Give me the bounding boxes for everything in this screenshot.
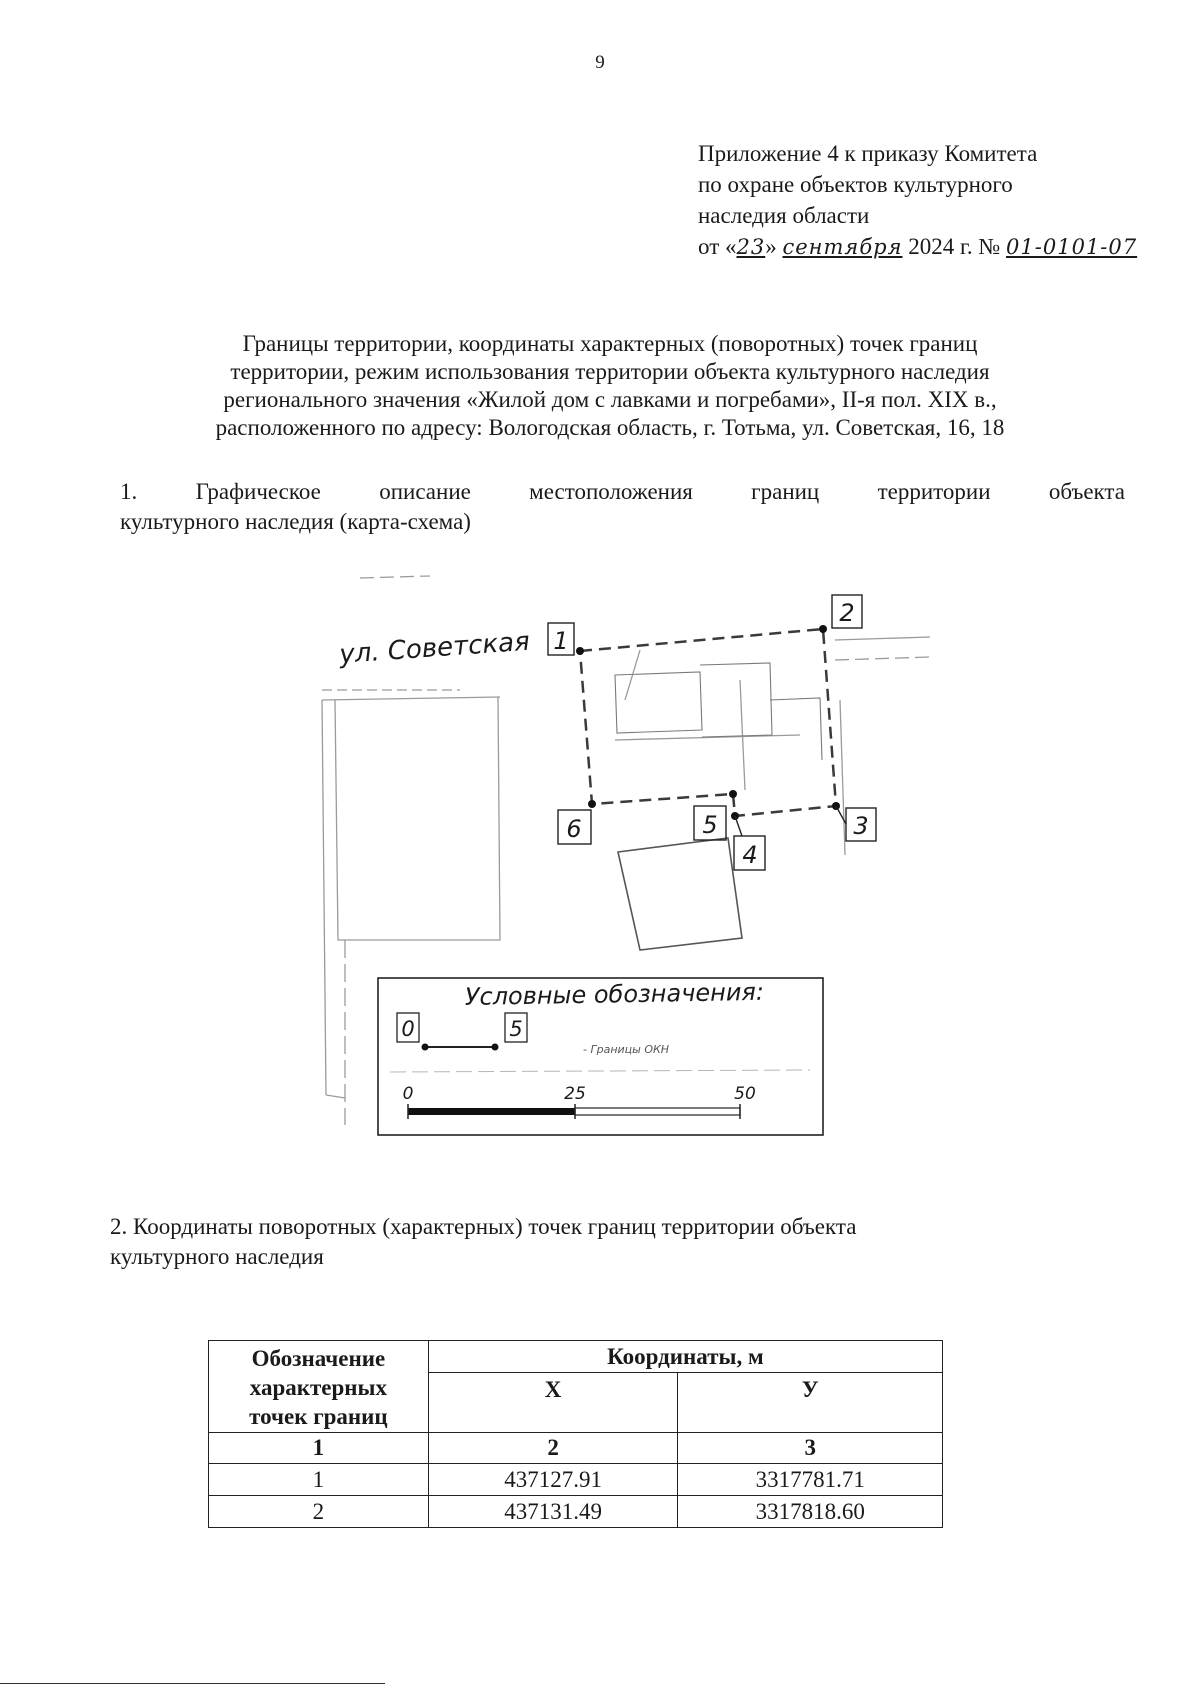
header-col1-line: точек границ xyxy=(249,1404,388,1429)
scale-bar-white xyxy=(575,1108,740,1115)
title-line-3: регионального значения «Жилой дом с лавками и погребами», II-я пол. XIX в., xyxy=(223,387,997,412)
section-2-line-1: 2. Координаты поворотных (характерных) точек границ территории объекта xyxy=(110,1214,857,1239)
section-1-word: объекта xyxy=(1048,479,1125,504)
date-year: 2024 г. № xyxy=(902,234,1007,259)
point-leader xyxy=(836,806,846,824)
scale-label: 0 xyxy=(402,1084,414,1104)
street-label: ул. Советская xyxy=(338,626,531,670)
header-col1-line: характерных xyxy=(249,1375,388,1400)
point-label: 2 xyxy=(839,599,855,627)
header-coordinates: Координаты, м xyxy=(428,1341,942,1373)
title-line-4: расположенного по адресу: Вологодская область, г. Тотьма, ул. Советская, 16, 18 xyxy=(215,415,1005,440)
monument-boundary xyxy=(580,629,836,816)
legend-sample-point xyxy=(422,1044,429,1051)
section-1-word: территории xyxy=(877,479,991,504)
cell-point: 2 xyxy=(209,1496,429,1528)
table-header-row xyxy=(209,1341,943,1373)
section-1-word: описание xyxy=(379,479,471,504)
point-label: 3 xyxy=(853,812,869,840)
parcel-line xyxy=(322,700,326,1095)
appendix-line-2: по охране объектов культурного xyxy=(698,172,1013,197)
point-label: 5 xyxy=(702,811,718,839)
header-x: X xyxy=(428,1373,678,1433)
boundary-point-1 xyxy=(576,647,584,655)
parcel-line xyxy=(335,697,500,940)
building-outline xyxy=(770,698,822,760)
cell-x: 437127.91 xyxy=(428,1464,678,1496)
section-1-word: границ xyxy=(751,479,820,504)
table-row xyxy=(209,1464,943,1496)
date-day-handwritten: 23 xyxy=(736,235,766,259)
column-number: 3 xyxy=(678,1433,943,1464)
point-label: 1 xyxy=(553,627,569,655)
parcel-line xyxy=(360,576,430,578)
table-column-numbers-row xyxy=(209,1433,943,1464)
boundary-point-5 xyxy=(729,790,737,798)
legend-sample-end: 5 xyxy=(509,1017,523,1041)
table-row xyxy=(209,1496,943,1528)
parcel-line xyxy=(322,697,500,700)
page-number: 9 xyxy=(595,52,605,73)
section-2-heading xyxy=(110,1212,1110,1272)
footnote-rule xyxy=(0,1683,385,1684)
coordinates-table xyxy=(208,1340,943,1528)
cell-y: 3317781.71 xyxy=(678,1464,943,1496)
header-y: У xyxy=(678,1373,943,1433)
section-1-line-2: культурного наследия (карта-схема) xyxy=(120,509,471,534)
cell-point: 1 xyxy=(209,1464,429,1496)
parcel-line xyxy=(840,700,845,855)
scale-label: 25 xyxy=(564,1084,586,1104)
scale-bar-black xyxy=(408,1108,575,1115)
legend-sample-start: 0 xyxy=(401,1017,415,1041)
map-legend xyxy=(378,978,823,1135)
appendix-line-1: Приложение 4 к приказу Комитета xyxy=(698,141,1038,166)
neighbor-building xyxy=(618,838,742,950)
title-line-2: территории, режим использования территории объекта культурного наследия xyxy=(230,359,990,384)
column-number: 2 xyxy=(428,1433,678,1464)
cell-x: 437131.49 xyxy=(428,1496,678,1528)
date-mid: » xyxy=(765,234,783,259)
parcel-line xyxy=(615,735,800,740)
parcel-line xyxy=(835,657,930,660)
boundary-point-6 xyxy=(588,800,596,808)
title-line-1: Границы территории, координаты характерных (поворотных) точек границ xyxy=(242,331,978,356)
date-prefix: от « xyxy=(698,234,737,259)
buildings-inside xyxy=(615,663,822,760)
point-leader xyxy=(735,816,742,836)
cell-y: 3317818.60 xyxy=(678,1496,943,1528)
point-label: 6 xyxy=(566,815,582,843)
legend-title: Условные обозначения: xyxy=(464,977,765,1011)
building-outline xyxy=(700,663,772,737)
header-point-designation xyxy=(209,1341,429,1433)
legend-sample-point xyxy=(492,1044,499,1051)
date-month-handwritten: сентября xyxy=(782,235,903,259)
section-1-word: местоположения xyxy=(529,479,693,504)
section-1-word: 1. xyxy=(120,479,138,504)
parcel-line xyxy=(835,637,930,640)
section-1-word: Графическое xyxy=(195,479,321,504)
legend-boundary-label: - Границы ОКН xyxy=(583,1043,670,1056)
column-number: 1 xyxy=(209,1433,429,1464)
parcel-line xyxy=(326,1095,345,1098)
point-label: 4 xyxy=(742,841,758,869)
building-outline xyxy=(615,672,702,733)
section-2-line-2: культурного наследия xyxy=(110,1244,324,1269)
scale-label: 50 xyxy=(734,1084,756,1104)
boundary-points xyxy=(576,625,840,820)
order-number-handwritten: 01-0101-07 xyxy=(1006,235,1138,259)
parcel-line xyxy=(740,680,745,790)
header-col1-line: Обозначение xyxy=(251,1346,386,1371)
appendix-line-3: наследия области xyxy=(698,203,870,228)
boundary-point-2 xyxy=(819,625,827,633)
